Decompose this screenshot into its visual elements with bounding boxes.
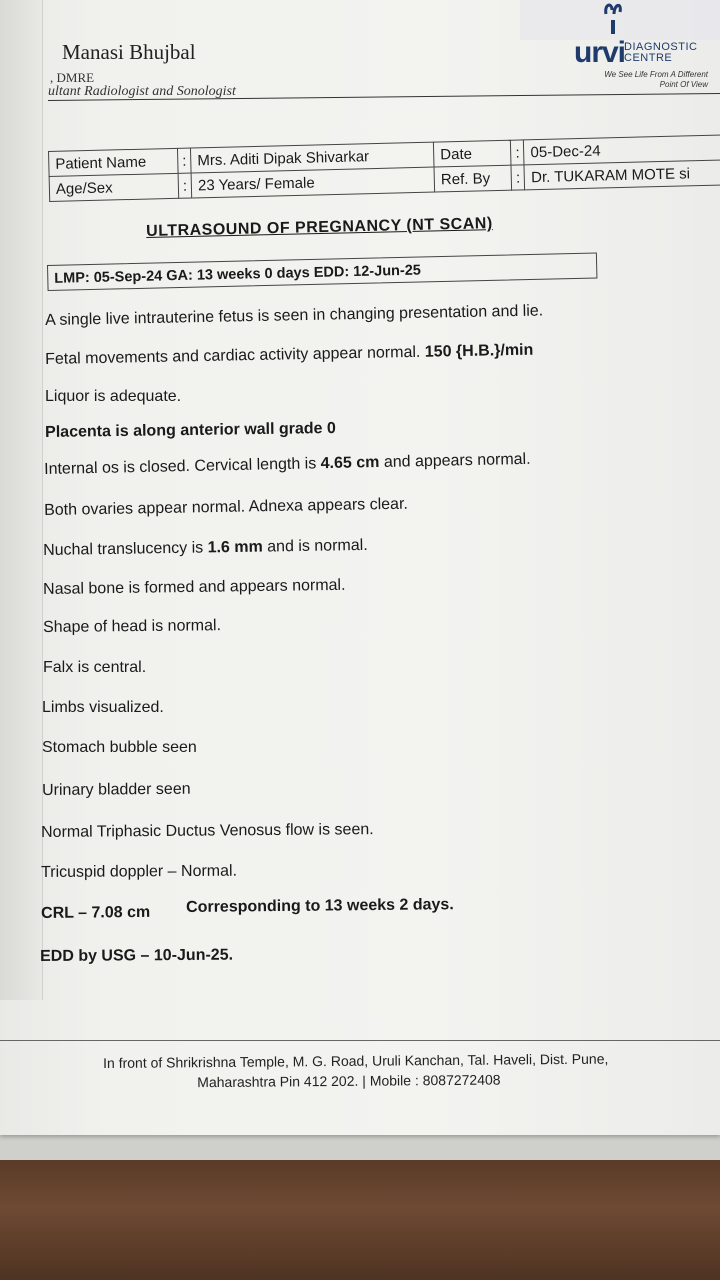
finding-text: Fetal movements and cardiac activity appear normal.	[45, 343, 425, 368]
date-label: Date	[433, 140, 511, 167]
finding-stomach: Stomach bubble seen	[42, 739, 197, 756]
crl-measurement: CRL – 7.08 cm	[41, 903, 151, 922]
edd-by-usg: EDD by USG – 10-Jun-25.	[40, 946, 234, 965]
colon-separator: :	[178, 148, 192, 173]
finding-bladder: Urinary bladder seen	[42, 780, 191, 799]
finding-fetal-movements	[45, 342, 533, 369]
colon-separator: :	[511, 140, 525, 165]
cervical-length-value: 4.65 cm	[320, 453, 380, 473]
logo-tagline-line1: We See Life From A Different	[604, 70, 708, 79]
doctor-degree: , DMRE	[50, 70, 95, 85]
clinic-address	[103, 1048, 663, 1093]
finding-head-shape: Shape of head is normal.	[43, 617, 222, 636]
finding-falx: Falx is central.	[43, 659, 147, 676]
logo-subtitle-line1: DIAGNOSTIC	[624, 41, 698, 53]
finding-fetus: A single live intrauterine fetus is seen in changing presentation and lie.	[45, 302, 544, 329]
nuchal-value: 1.6 mm	[207, 538, 263, 557]
patient-name-label: Patient Name	[49, 148, 179, 176]
finding-ductus-venosus: Normal Triphasic Ductus Venosus flow is seen.	[41, 821, 374, 841]
colon-separator: :	[511, 165, 525, 190]
footer-divider	[0, 1040, 720, 1041]
heart-rate-value: 150 {H.B.}/min	[424, 341, 534, 361]
patient-info-table	[48, 134, 720, 202]
finding-nuchal	[43, 537, 368, 560]
ref-by-value: Dr. TUKARAM MOTE si	[524, 160, 720, 190]
logo-mark-icon	[602, 0, 624, 36]
ref-by-label: Ref. By	[434, 165, 512, 192]
age-sex-value: 23 Years/ Female	[191, 167, 435, 198]
finding-text: Internal os is closed. Cervical length is	[44, 455, 321, 478]
logo-tagline-line2: Point Of View	[659, 80, 708, 89]
wooden-table	[0, 1160, 720, 1280]
logo-subtitle-line2: CENTRE	[624, 52, 673, 64]
finding-placenta: Placenta is along anterior wall grade 0	[45, 419, 336, 441]
crl-corresponding: Corresponding to 13 weeks 2 days.	[186, 896, 454, 916]
age-sex-label: Age/Sex	[49, 173, 179, 201]
logo-tagline	[578, 70, 708, 90]
finding-text: Nuchal translucency is	[43, 539, 208, 559]
folded-page-edge	[0, 0, 43, 1000]
finding-text: and appears normal.	[379, 450, 531, 471]
finding-text: and is normal.	[262, 536, 368, 556]
doctor-name: Manasi Bhujbal	[62, 40, 196, 64]
finding-cervix	[44, 451, 531, 479]
clinic-logo	[574, 0, 720, 100]
address-line-1: In front of Shrikrishna Temple, M. G. Road, Uruli Kanchan, Tal. Haveli, Dist. Pune,	[103, 1050, 609, 1071]
finding-liquor: Liquor is adequate.	[45, 388, 182, 405]
report-title: ULTRASOUND OF PREGNANCY (NT SCAN)	[146, 215, 493, 240]
lmp-summary-box	[47, 253, 597, 291]
finding-tricuspid: Tricuspid doppler – Normal.	[41, 862, 238, 881]
colon-separator: :	[178, 173, 192, 198]
patient-name-value: Mrs. Aditi Dipak Shivarkar	[191, 142, 435, 173]
logo-subtitle	[624, 42, 697, 64]
logo-wordmark: urvi	[574, 36, 626, 69]
address-line-2: Maharashtra Pin 412 202. | Mobile : 8087272408	[197, 1071, 501, 1091]
finding-nasal-bone: Nasal bone is formed and appears normal.	[43, 576, 346, 598]
finding-ovaries: Both ovaries appear normal. Adnexa appears clear.	[44, 495, 409, 519]
date-value: 05-Dec-24	[524, 135, 720, 165]
lmp-summary-text: LMP: 05-Sep-24 GA: 13 weeks 0 days EDD: 12-Jun-25	[54, 262, 422, 287]
doctor-title: ultant Radiologist and Sonologist	[48, 84, 236, 99]
finding-limbs: Limbs visualized.	[42, 699, 164, 716]
